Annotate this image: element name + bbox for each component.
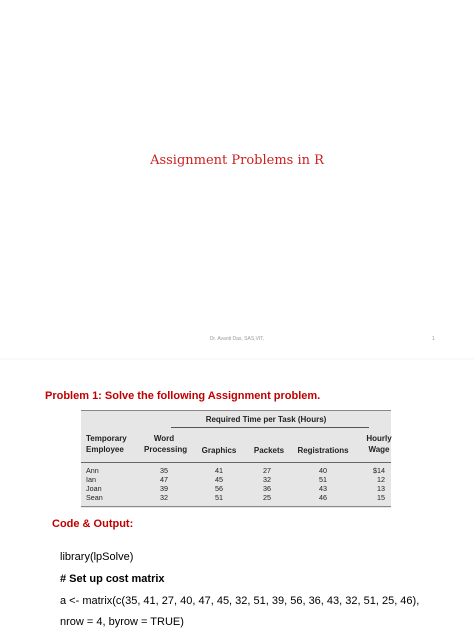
column-header-word-processing bbox=[144, 433, 188, 455]
problem-heading: Problem 1: Solve the following Assignment problem. bbox=[45, 390, 321, 402]
table-cell: 12 bbox=[377, 475, 385, 484]
column-header-packets: Packets bbox=[253, 446, 285, 455]
table-cell: 39 bbox=[160, 484, 168, 493]
column-header-employee bbox=[86, 433, 127, 455]
table-cell: 15 bbox=[377, 493, 385, 502]
table-cell: 43 bbox=[319, 484, 327, 493]
column-header-hourly-wage bbox=[364, 433, 394, 455]
column-header-line: Temporary bbox=[86, 434, 127, 443]
column-header-registrations: Registrations bbox=[297, 446, 349, 455]
employee-name: Ann bbox=[86, 466, 99, 475]
slide-title: Assignment Problems in R bbox=[150, 153, 324, 168]
table-top-rule bbox=[81, 410, 391, 411]
table-bottom-rule bbox=[81, 506, 391, 507]
employee-name: Joan bbox=[86, 484, 102, 493]
column-header-line: Processing bbox=[144, 445, 188, 454]
table-cell: 56 bbox=[215, 484, 223, 493]
code-line: a <- matrix(c(35, 41, 27, 40, 47, 45, 32, 51, 39, 56, 36, 43, 32, 51, 25, 46), bbox=[60, 595, 420, 607]
table-cell: 36 bbox=[263, 484, 271, 493]
code-line: nrow = 4, byrow = TRUE) bbox=[60, 616, 184, 628]
table-cell: 45 bbox=[215, 475, 223, 484]
assignment-table bbox=[81, 410, 391, 508]
page-number: 1 bbox=[432, 336, 435, 342]
table-cell: 35 bbox=[160, 466, 168, 475]
table-cell: 51 bbox=[215, 493, 223, 502]
column-header-line: Employee bbox=[86, 445, 124, 454]
page-separator bbox=[0, 358, 474, 360]
employee-name: Sean bbox=[86, 493, 103, 502]
table-cell: 27 bbox=[263, 466, 271, 475]
column-header-line: Hourly bbox=[366, 434, 392, 443]
table-cell: 40 bbox=[319, 466, 327, 475]
table-cell: 32 bbox=[263, 475, 271, 484]
footer-author: Dr. Avanti Das, SAS,VIT, bbox=[209, 336, 265, 342]
table-cell: 25 bbox=[263, 493, 271, 502]
table-cell: 46 bbox=[319, 493, 327, 502]
table-span-header: Required Time per Task (Hours) bbox=[205, 415, 327, 424]
code-comment-line: # Set up cost matrix bbox=[60, 573, 165, 585]
code-output-heading: Code & Output: bbox=[52, 518, 134, 530]
table-cell: 51 bbox=[319, 475, 327, 484]
column-header-line: Word bbox=[153, 434, 175, 443]
table-header-rule bbox=[81, 462, 391, 463]
employee-name: Ian bbox=[86, 475, 96, 484]
span-header-rule bbox=[171, 427, 369, 428]
table-cell: 32 bbox=[160, 493, 168, 502]
column-header-graphics: Graphics bbox=[201, 446, 237, 455]
table-cell: 41 bbox=[215, 466, 223, 475]
column-header-line: Wage bbox=[368, 445, 390, 454]
table-cell: 13 bbox=[377, 484, 385, 493]
table-cell: 47 bbox=[160, 475, 168, 484]
code-line: library(lpSolve) bbox=[60, 551, 134, 563]
table-cell: $14 bbox=[373, 466, 385, 475]
